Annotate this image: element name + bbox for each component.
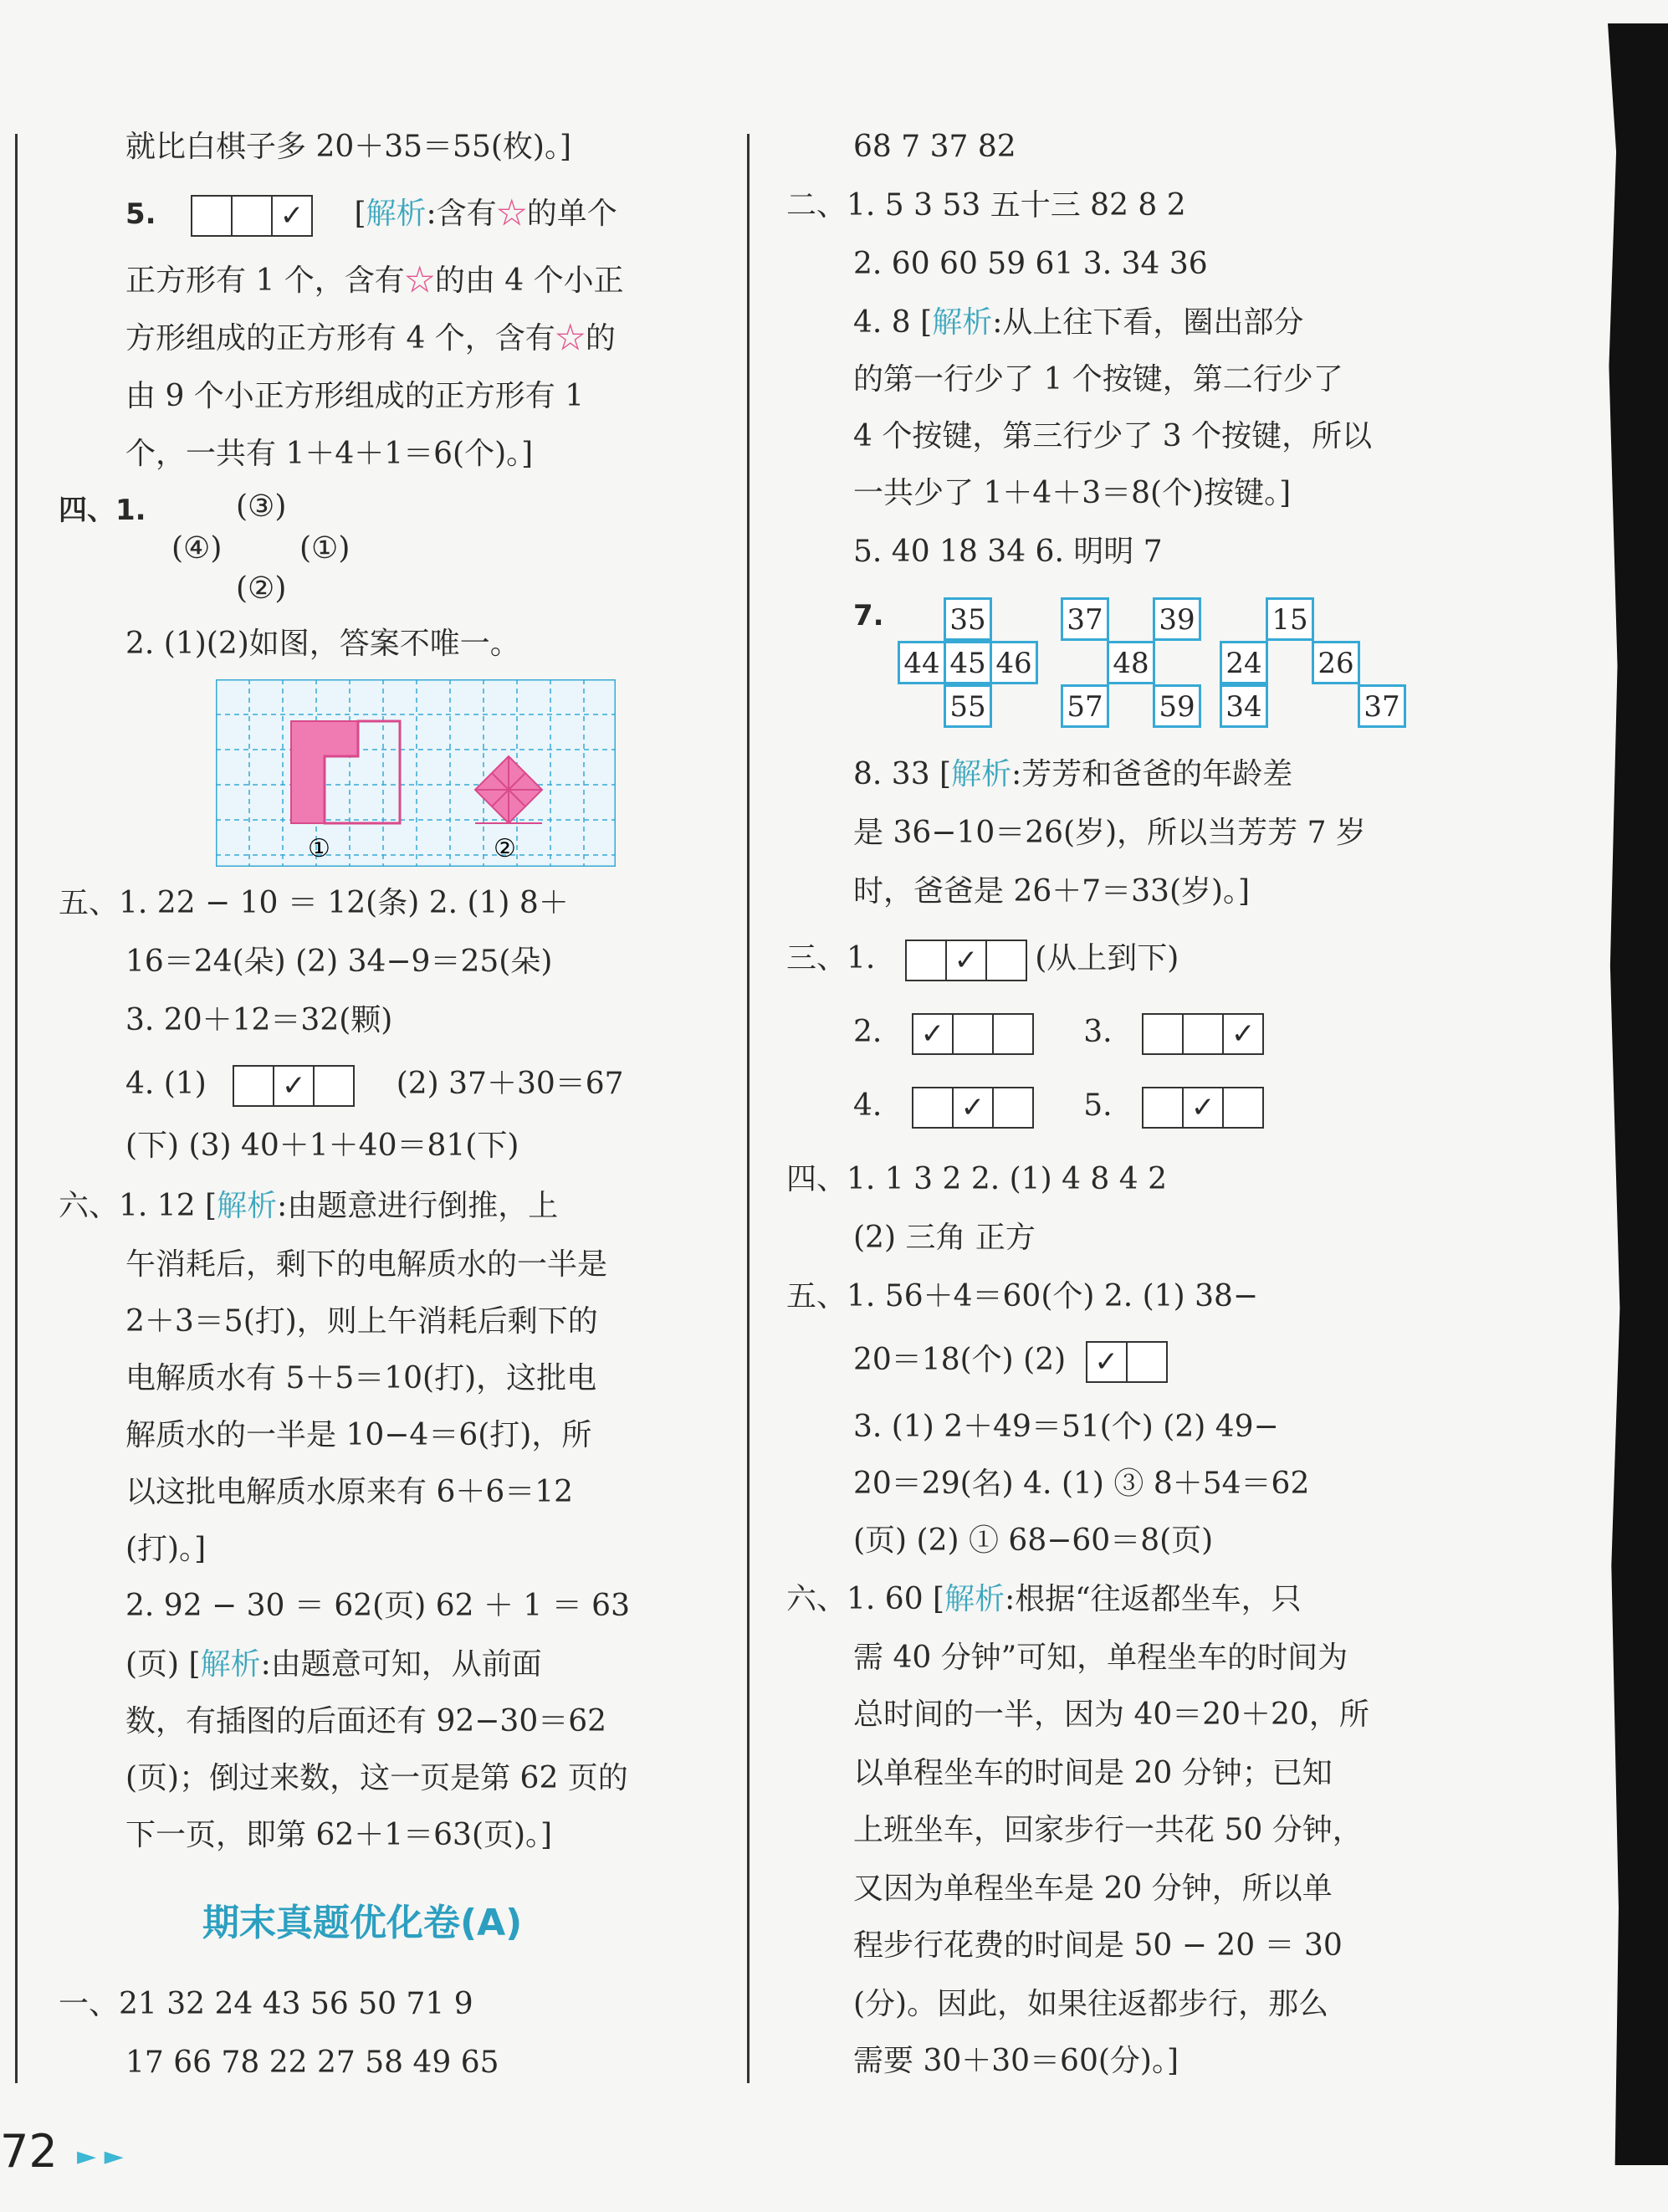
r13b: (从上到下): [1035, 941, 1179, 975]
q5-box-3: ✓: [271, 195, 313, 237]
right-line-16: 四、1. 1 3 2 2. (1) 4 8 4 2: [786, 1162, 1168, 1196]
section-4-label: 四、1.: [59, 494, 146, 527]
q5-box-2: [231, 195, 273, 237]
s6-line-6: 以这批电解质水原来有 6＋6＝12: [125, 1475, 574, 1509]
right-q7: 7.: [853, 599, 884, 632]
l3a: 正方形有 1 个，含有: [125, 264, 405, 298]
scan-shadow-edge: [1608, 23, 1668, 2165]
s6-line-11: (页)；倒过来数，这一页是第 62 页的: [125, 1761, 628, 1795]
grid2-cell: 59: [1153, 684, 1201, 728]
analysis-tag: 解析: [366, 197, 427, 231]
q5-text2: 的单个: [526, 197, 617, 231]
q5-box-1: [191, 195, 233, 237]
r14b: 3.: [1083, 1015, 1113, 1049]
s6-line-7: (打)。]: [125, 1532, 207, 1566]
r14a: 2.: [853, 1015, 883, 1049]
grid1-cell: 35: [944, 597, 992, 641]
q5-text: :含有: [426, 197, 497, 231]
s6-line-8: 2. 92 − 30 ＝ 62(页) 62 ＋ 1 ＝ 63: [125, 1589, 630, 1623]
right-line-4: [853, 298, 1303, 348]
s3-1-box-1: [905, 940, 947, 981]
right-line-29: 程步行花费的时间是 50 − 20 ＝ 30: [853, 1928, 1343, 1963]
s3-4-box-1: [912, 1087, 954, 1129]
left-q5: [125, 189, 617, 239]
analysis-tag: 解析: [944, 1582, 1005, 1616]
grid3-cell: 24: [1220, 641, 1268, 684]
page-number: 72: [0, 2125, 58, 2178]
exam-title: 期末真题优化卷(A): [202, 1902, 523, 1944]
right-s3-2: [853, 1007, 1262, 1057]
s5-line-5: (下) (3) 40＋1＋40＝81(下): [125, 1129, 519, 1163]
s4-circle-4: (②): [236, 571, 287, 606]
bracket: [: [354, 197, 366, 231]
right-line-8: 5. 40 18 34 6. 明明 7: [853, 535, 1163, 569]
exam-line-1: 一、21 32 24 43 56 50 71 9: [59, 1987, 473, 2021]
s3-2-box-1: ✓: [912, 1013, 954, 1055]
s4-circle-2: (④): [171, 531, 223, 566]
right-line-26: 以单程坐车的时间是 20 分钟；已知: [853, 1756, 1333, 1790]
grid3-cell: 15: [1266, 597, 1314, 641]
fig-label-2: ②: [494, 834, 516, 863]
s5-line-2: 16＝24(朵) (2) 34−9＝25(朵): [125, 945, 553, 979]
right-line-25: 总时间的一半，因为 40＝20＋20，所: [853, 1697, 1369, 1732]
grid2-cell: 37: [1061, 597, 1109, 641]
r13a: 三、1.: [786, 941, 876, 975]
r4a: 4. 8 [: [853, 305, 933, 340]
s3-3-box-2: [1182, 1013, 1224, 1055]
s5-box-1: [233, 1065, 274, 1107]
s5-line-1: 五、1. 22 − 10 ＝ 12(条) 2. (1) 8＋: [59, 886, 569, 920]
grid1-cell: 44: [898, 641, 946, 684]
right-line-27: 上班坐车，回家步行一共花 50 分钟，: [853, 1813, 1363, 1847]
right-line-20: 3. (1) 2＋49＝51(个) (2) 49−: [853, 1410, 1279, 1444]
r23a: 六、1. 60 [: [786, 1582, 945, 1616]
l3b: 的由 4 个小正: [434, 264, 624, 298]
column-divider: [747, 134, 750, 2083]
r23b: :根据“往返都坐车，只: [1005, 1582, 1302, 1616]
s6-9b: :由题意可知，从前面: [260, 1647, 542, 1682]
right-s3-1: [786, 934, 1179, 984]
right-line-17: (2) 三角 正方: [853, 1221, 1036, 1255]
s3-5-box-1: [1142, 1087, 1184, 1129]
left-margin-rule: [15, 134, 18, 2083]
s3-3-box-1: [1142, 1013, 1184, 1055]
r10b: :芳芳和爸爸的年龄差: [1011, 757, 1293, 791]
s5-box-3: [313, 1065, 355, 1107]
right-line-2: 二、1. 5 3 53 五十三 82 8 2: [786, 188, 1186, 223]
q5-num: 5.: [125, 197, 156, 231]
right-line-18: 五、1. 56＋4＝60(个) 2. (1) 38−: [786, 1279, 1259, 1313]
right-line-19: [853, 1335, 1166, 1385]
right-line-10: [853, 750, 1292, 800]
arrow-icon: ► ►: [77, 2142, 124, 2171]
right-line-23: [786, 1575, 1302, 1625]
s5-line-4: [125, 1059, 624, 1109]
right-line-24: 需 40 分钟”可知，单程坐车的时间为: [853, 1641, 1348, 1675]
s5-4a: 4. (1): [125, 1067, 207, 1101]
right-line-6: 4 个按键，第三行少了 3 个按键，所以: [853, 419, 1373, 453]
s6-line-3: 2＋3＝5(打)，则上午消耗后剩下的: [125, 1304, 598, 1339]
fig-label-1: ①: [308, 834, 330, 863]
s6-line-1: [59, 1181, 558, 1231]
s6-line-5: 解质水的一半是 10−4＝6(打)，所: [125, 1418, 592, 1452]
r15a: 4.: [853, 1088, 883, 1123]
grid3-cell: 34: [1220, 684, 1268, 728]
r10a: 8. 33 [: [853, 757, 952, 791]
s5-4b: (2) 37＋30＝67: [396, 1067, 624, 1101]
right-line-30: (分)。因此，如果往返都步行，那么: [853, 1987, 1329, 2021]
s6-1a: 六、1. 12 [: [59, 1189, 217, 1223]
analysis-tag: 解析: [217, 1189, 278, 1223]
s4-circle-3: (①): [299, 531, 350, 566]
left-line-5: 由 9 个小正方形组成的正方形有 1: [125, 379, 585, 413]
s5-line-3: 3. 20＋12＝32(颗): [125, 1003, 393, 1037]
analysis-tag: 解析: [932, 305, 993, 340]
exam-line-2: 17 66 78 22 27 58 49 65: [125, 2046, 499, 2080]
s3-1-box-2: ✓: [945, 940, 987, 981]
s6-line-9: [125, 1640, 542, 1690]
right-line-12: 时，爸爸是 26＋7＝33(岁)。]: [853, 874, 1251, 909]
s6-1b: :由题意进行倒推，上: [277, 1189, 559, 1223]
left-line-6: 个，一共有 1＋4＋1＝6(个)。]: [125, 437, 534, 471]
right-line-22: (页) (2) ① 68−60＝8(页): [853, 1523, 1214, 1558]
analysis-tag: 解析: [951, 757, 1012, 791]
s4-circle-1: (③): [236, 489, 287, 524]
left-line-1: 就比白棋子多 20＋35＝55(枚)。]: [125, 130, 572, 164]
star-icon: ☆: [555, 321, 586, 356]
l4b: 的: [585, 321, 616, 356]
s3-4-box-3: [992, 1087, 1034, 1129]
s6-line-10: 数，有插图的后面还有 92−30＝62: [125, 1704, 607, 1738]
s3-1-box-3: [985, 940, 1027, 981]
grid-border: [216, 679, 616, 867]
grid2-cell: 57: [1061, 684, 1109, 728]
grid2-cell: 48: [1107, 641, 1155, 684]
s3-4-box-2: ✓: [952, 1087, 994, 1129]
grid3-cell: 37: [1358, 684, 1406, 728]
s5-box-2: ✓: [273, 1065, 315, 1107]
grid1-cell: 45: [944, 641, 992, 684]
s6-line-12: 下一页，即第 62＋1＝63(页)。]: [125, 1818, 553, 1852]
l4a: 方形组成的正方形有 4 个，含有: [125, 321, 555, 356]
star-icon: ☆: [496, 197, 527, 231]
analysis-tag: 解析: [200, 1647, 261, 1682]
s4-item-2: 2. (1)(2)如图，答案不唯一。: [125, 627, 520, 661]
r4b: :从上往下看，圈出部分: [992, 305, 1304, 340]
grid-figure: [216, 679, 616, 867]
left-line-4: [125, 314, 616, 364]
right-line-1: 68 7 37 82: [853, 130, 1016, 164]
r15b: 5.: [1083, 1088, 1113, 1123]
grid2-cell: 39: [1153, 597, 1201, 641]
s5-2-box-2: [1126, 1341, 1168, 1383]
right-line-28: 又因为单程坐车是 20 分钟，所以单: [853, 1871, 1333, 1906]
s5-2-box-1: ✓: [1086, 1341, 1128, 1383]
s3-2-box-2: [952, 1013, 994, 1055]
right-line-5: 的第一行少了 1 个按键，第二行少了: [853, 362, 1343, 397]
right-line-3: 2. 60 60 59 61 3. 34 36: [853, 247, 1208, 281]
s3-2-box-3: [992, 1013, 1034, 1055]
s6-line-2: 午消耗后，剩下的电解质水的一半是: [125, 1247, 608, 1282]
grid1-cell: 46: [990, 641, 1038, 684]
star-icon: ☆: [404, 264, 435, 298]
right-line-31: 需要 30＋30＝60(分)。]: [853, 2044, 1179, 2078]
grid1-cell: 55: [944, 684, 992, 728]
s3-5-box-3: [1222, 1087, 1264, 1129]
s6-line-4: 电解质水有 5＋5＝10(打)，这批电: [125, 1361, 597, 1395]
s3-5-box-2: ✓: [1182, 1087, 1224, 1129]
right-line-11: 是 36−10＝26(岁)，所以当芳芳 7 岁: [853, 816, 1366, 850]
s3-3-box-3: ✓: [1222, 1013, 1264, 1055]
r19a: 20＝18(个) (2): [853, 1343, 1067, 1377]
right-s3-4: [853, 1081, 1262, 1131]
s6-9a: (页) [: [125, 1647, 201, 1682]
right-line-7: 一共少了 1＋4＋3＝8(个)按键。]: [853, 476, 1292, 510]
grid3-cell: 26: [1312, 641, 1360, 684]
left-line-3: [125, 256, 624, 306]
right-line-21: 20＝29(名) 4. (1) ③ 8＋54＝62: [853, 1467, 1310, 1501]
